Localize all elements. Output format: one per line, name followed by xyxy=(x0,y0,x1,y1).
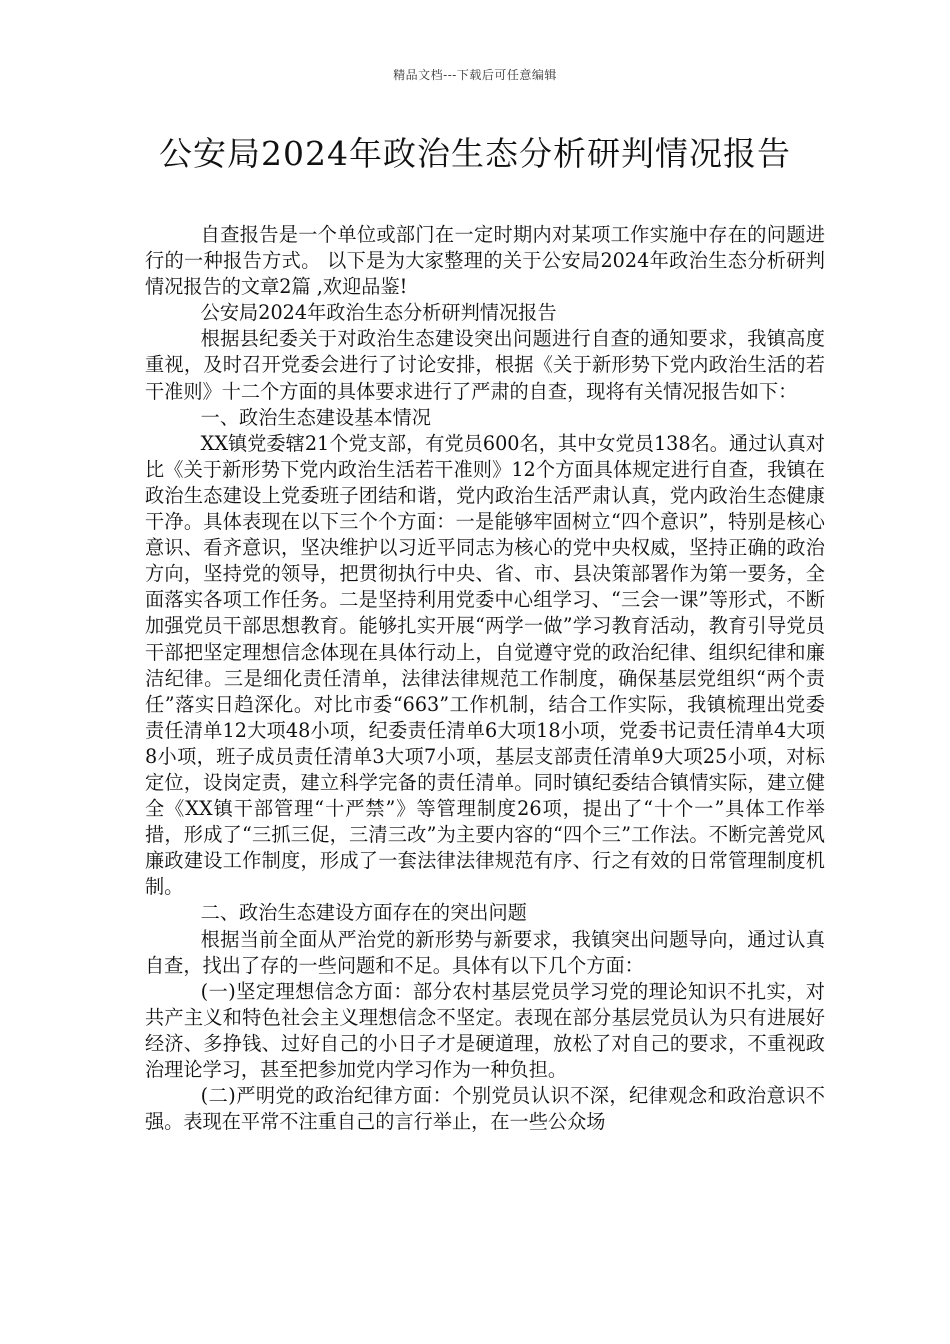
body-paragraph: 根据当前全面从严治党的新形势与新要求，我镇突出问题导向，通过认真自查，找出了存的一些问题和不足。具体有以下几个方面： xyxy=(145,927,825,977)
section-heading-1: 一、政治生态建设基本情况 xyxy=(200,405,431,429)
body-paragraph: (二)严明党的政治纪律方面：个别党员认识不深，纪律观念和政治意识不强。表现在平常不注重自己的言行举止，在一些公众场 xyxy=(145,1084,825,1134)
body-paragraph: 根据县纪委关于对政治生态建设突出问题进行自查的通知要求，我镇高度重视，及时召开党委会进行了讨论安排，根据《关于新形势下党内政治生活的若干准则》十二个方面的具体要求进行了严肃的自查，现将有关情况报告如下： xyxy=(145,327,825,403)
header-note: 精品文档---下载后可任意编辑 xyxy=(393,68,557,82)
report-subtitle: 公安局2024年政治生态分析研判情况报告 xyxy=(200,301,557,325)
section-heading-2: 二、政治生态建设方面存在的突出问题 xyxy=(200,901,527,925)
document-title: 公安局2024年政治生态分析研判情况报告 xyxy=(159,134,791,173)
body-paragraph: (一)坚定理想信念方面：部分农村基层党员学习党的理论知识不扎实，对共产主义和特色社会主义理想信念不坚定。表现在部分基层党员认为只有进展好经济、多挣钱、过好自己的小日子才是硬道理，放松了对自己的要求，不重视政治理论学习，甚至把参加党内学习作为一种负担。 xyxy=(145,979,825,1081)
body-paragraph: XX镇党委辖21个党支部，有党员600名，其中女党员138名。通过认真对比《关于新形势下党内政治生活若干准则》12个方面具体规定进行自查，我镇在政治生态建设上党委班子团结和谐，党内政治生活严肃认真，党内政治生态健康干净。具体表现在以下三个个方面：一是能够牢固树立“四个意识”，特别是核心意识、看齐意识，坚决维护以习近平同志为核心的党中央权威，坚持正确的政治方向，坚持党的领导，把贯彻执行中央、省、市、县决策部署作为第一要务，全面落实各项工作任务。二是坚持利用党委中心组学习、“三会一课”等形式，不断加强党员干部思想教育。能够扎实开展“两学一做”学习教育活动，教育引导党员干部把坚定理想信念体现在具体行动上，自觉遵守党的政治纪律、组织纪律和廉洁纪律。三是细化责任清单，法律法律规范工作制度，确保基层党组织“两个责任”落实日趋深化。对比市委“663”工作机制，结合工作实际，我镇梳理出党委责任清单12大项48小项，纪委责任清单6大项18小项，党委书记责任清单4大项8小项，班子成员责任清单3大项7小项，基层支部责任清单9大项25小项，对标定位，设岗定责，建立科学完备的责任清单。同时镇纪委结合镇情实际，建立健全《XX镇干部管理“十严禁”》等管理制度26项，提出了“十个一”具体工作举措，形成了“三抓三促，三清三改”为主要内容的“四个三”工作法。不断完善党风廉政建设工作制度，形成了一套法律法律规范有序、行之有效的日常管理制度机制。 xyxy=(145,431,825,899)
document-body xyxy=(145,222,825,1135)
intro-paragraph: 自查报告是一个单位或部门在一定时期内对某项工作实施中存在的问题进行的一种报告方式。 以下是为大家整理的关于公安局2024年政治生态分析研判情况报告的文章2篇 ,欢迎品鉴! xyxy=(145,223,825,299)
